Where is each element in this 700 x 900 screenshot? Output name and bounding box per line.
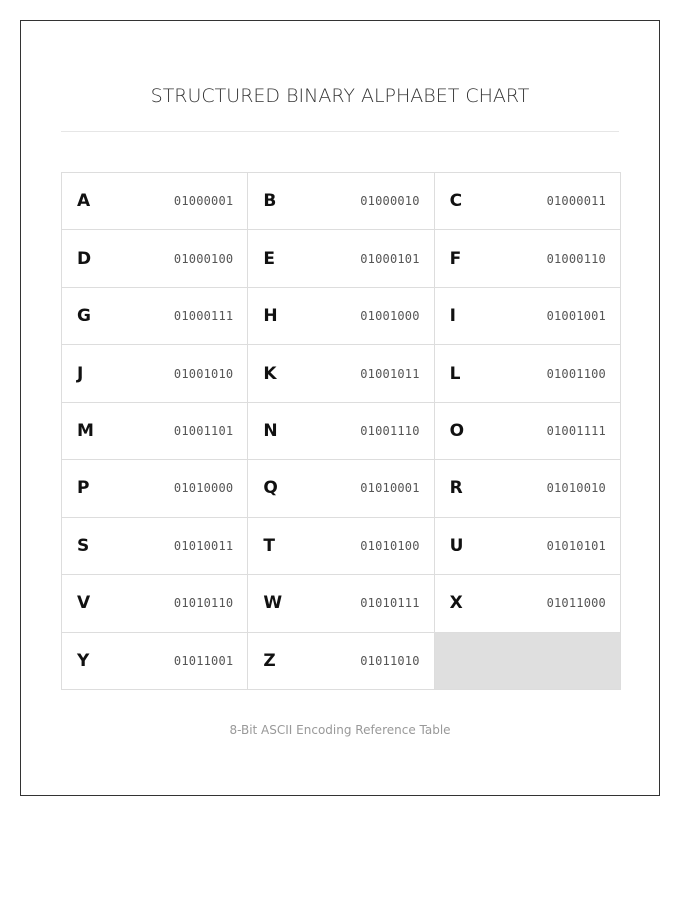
cell-binary-code: 01010110 xyxy=(173,596,234,611)
title-divider xyxy=(61,131,619,132)
cell-binary-code: 01010001 xyxy=(360,481,420,496)
cell-letter: I xyxy=(449,306,456,327)
table-cell xyxy=(62,460,248,517)
table-cell xyxy=(435,403,621,460)
cell-binary-code: 01010111 xyxy=(360,596,420,611)
cell-binary-code: 01000001 xyxy=(173,194,234,209)
cell-letter: W xyxy=(263,593,283,614)
table-cell xyxy=(248,403,434,460)
cell-binary-code: 01011000 xyxy=(546,596,606,611)
table-cell xyxy=(62,633,248,690)
table-cell xyxy=(62,288,248,345)
cell-letter: F xyxy=(449,248,462,269)
cell-binary-code: 01000011 xyxy=(546,194,606,209)
table-cell xyxy=(62,173,248,230)
cell-letter: D xyxy=(77,248,92,269)
cell-binary-code: 01000111 xyxy=(173,309,234,324)
cell-letter: V xyxy=(77,593,91,614)
cell-letter: H xyxy=(263,306,278,327)
table-cell xyxy=(248,518,434,575)
table-cell xyxy=(62,345,248,402)
cell-letter: Q xyxy=(263,478,278,499)
cell-letter: M xyxy=(77,420,94,441)
cell-binary-code: 01010010 xyxy=(546,481,606,496)
table-cell xyxy=(248,230,434,287)
table-cell xyxy=(62,575,248,632)
table-cell xyxy=(435,288,621,345)
cell-letter: K xyxy=(263,363,277,384)
page-title: STRUCTURED BINARY ALPHABET CHART xyxy=(150,85,530,107)
cell-binary-code: 01001101 xyxy=(173,423,234,438)
cell-binary-code: 01001001 xyxy=(546,309,606,324)
cell-binary-code: 01011001 xyxy=(173,653,234,668)
table-cell xyxy=(62,230,248,287)
cell-letter: N xyxy=(263,420,278,441)
cell-letter: A xyxy=(77,191,91,212)
table-cell xyxy=(435,230,621,287)
cell-letter: S xyxy=(77,535,90,556)
cell-letter: Y xyxy=(77,650,90,671)
table-cell xyxy=(248,460,434,517)
cell-letter: X xyxy=(449,593,463,614)
table-cell xyxy=(248,345,434,402)
cell-letter: B xyxy=(263,191,277,212)
cell-binary-code: 01000010 xyxy=(360,194,420,209)
cell-binary-code: 01001010 xyxy=(173,366,234,381)
cell-binary-code: 01010000 xyxy=(173,481,234,496)
table-cell xyxy=(62,403,248,460)
cell-letter: G xyxy=(77,306,91,327)
cell-binary-code: 01010011 xyxy=(173,538,234,553)
cell-letter: J xyxy=(77,363,84,384)
cell-binary-code: 01001000 xyxy=(360,309,420,324)
cell-letter: R xyxy=(449,478,463,499)
table-cell xyxy=(435,518,621,575)
cell-binary-code: 01000100 xyxy=(173,251,234,266)
cell-binary-code: 01000101 xyxy=(360,251,420,266)
table-cell xyxy=(248,633,434,690)
empty-cell xyxy=(435,633,621,690)
table-cell xyxy=(62,518,248,575)
cell-letter: O xyxy=(449,420,465,441)
cell-letter: Z xyxy=(263,650,276,671)
cell-letter: T xyxy=(263,535,275,556)
table-cell xyxy=(435,345,621,402)
table-cell xyxy=(435,173,621,230)
table-cell xyxy=(248,288,434,345)
cell-letter: P xyxy=(77,478,90,499)
alphabet-table xyxy=(61,172,621,690)
table-cell xyxy=(248,575,434,632)
table-cell xyxy=(435,575,621,632)
cell-binary-code: 01010101 xyxy=(546,538,606,553)
cell-letter: C xyxy=(449,191,463,212)
cell-letter: L xyxy=(449,363,461,384)
cell-binary-code: 01010100 xyxy=(360,538,420,553)
cell-letter: U xyxy=(449,535,464,556)
cell-binary-code: 01011010 xyxy=(360,653,420,668)
cell-letter: E xyxy=(263,248,275,269)
cell-binary-code: 01001111 xyxy=(546,423,606,438)
cell-binary-code: 01001110 xyxy=(360,423,420,438)
cell-binary-code: 01001011 xyxy=(360,366,420,381)
table-caption: 8-Bit ASCII Encoding Reference Table xyxy=(229,723,451,737)
table-cell xyxy=(435,460,621,517)
cell-binary-code: 01000110 xyxy=(546,251,606,266)
cell-binary-code: 01001100 xyxy=(546,366,606,381)
table-cell xyxy=(248,173,434,230)
chart-card xyxy=(20,20,660,796)
